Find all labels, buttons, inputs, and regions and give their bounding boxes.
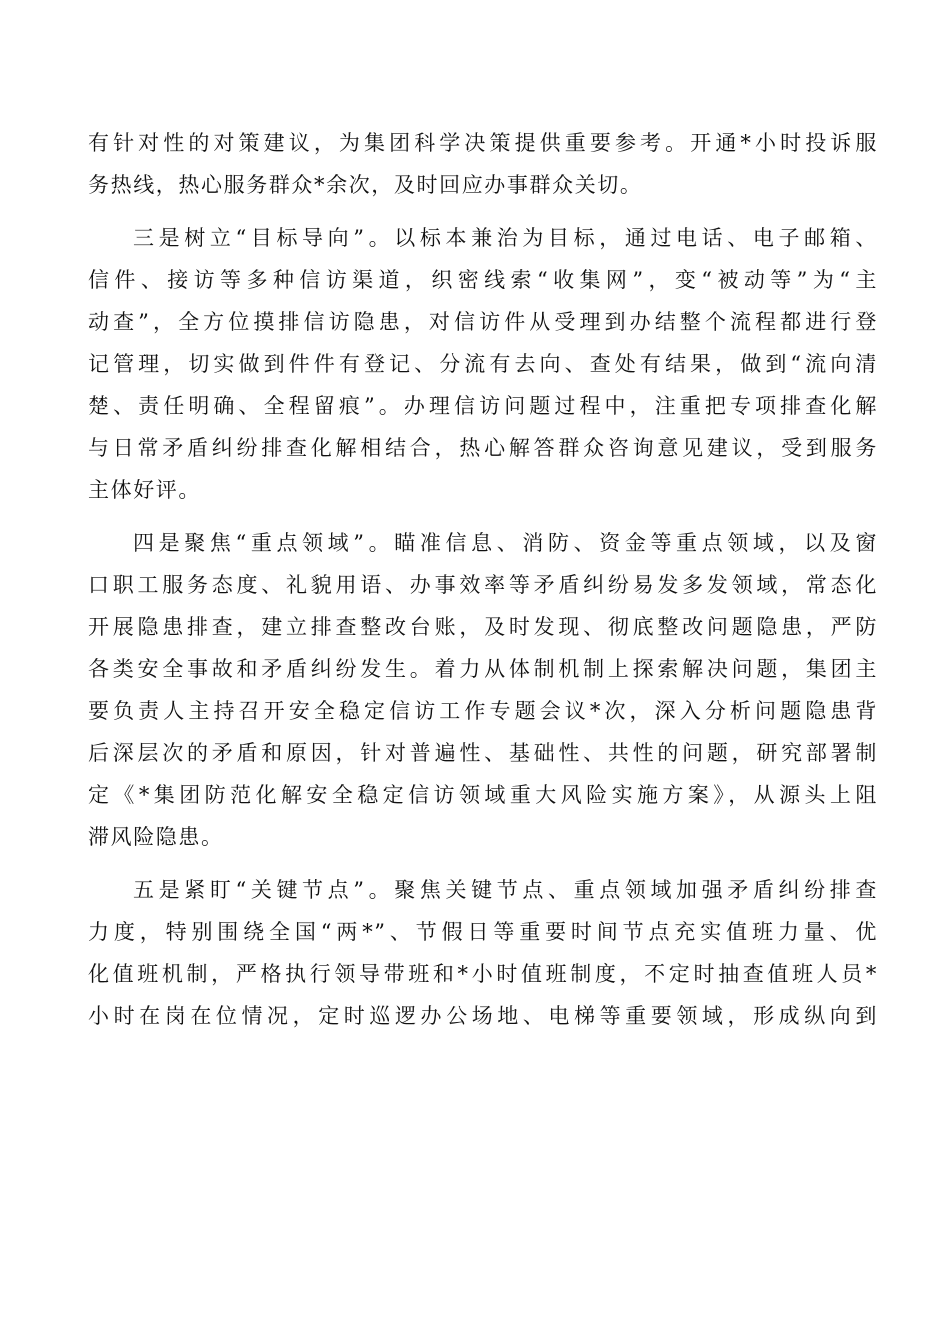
text-line: 后深层次的矛盾和原因，针对普遍性、基础性、共性的问题，研究部署制 bbox=[88, 741, 878, 765]
text-line: 化值班机制，严格执行领导带班和*小时值班制度，不定时抽查值班人员* bbox=[88, 962, 878, 986]
paragraph-target-orientation bbox=[88, 217, 878, 511]
text-line: 力度，特别围绕全国“两*”、节假日等重要时间节点充实值班力量、优 bbox=[88, 920, 878, 944]
text-line: 务热线，热心服务群众*余次，及时回应办事群众关切。 bbox=[88, 173, 643, 197]
document-body bbox=[88, 122, 878, 1048]
text-line: 口职工服务态度、礼貌用语、办事效率等矛盾纠纷易发多发领域，常态化 bbox=[88, 573, 878, 597]
paragraph-key-areas bbox=[88, 522, 878, 858]
text-line: 要负责人主持召开安全稳定信访工作专题会议*次，深入分析问题隐患背 bbox=[88, 699, 878, 723]
text-line: 各类安全事故和矛盾纠纷发生。着力从体制机制上探索解决问题，集团主 bbox=[88, 657, 878, 681]
text-line: 四是聚焦“重点领域”。瞄准信息、消防、资金等重点领域，以及窗 bbox=[133, 531, 878, 555]
text-line: 定《*集团防范化解安全稳定信访领域重大风险实施方案》，从源头上阻 bbox=[88, 783, 878, 807]
text-line: 记管理，切实做到件件有登记、分流有去向、查处有结果，做到“流向清 bbox=[88, 352, 878, 376]
text-line: 与日常矛盾纠纷排查化解相结合，热心解答群众咨询意见建议，受到服务 bbox=[88, 436, 878, 460]
text-line: 滞风险隐患。 bbox=[88, 825, 224, 849]
text-line: 五是紧盯“关键节点”。聚焦关键节点、重点领域加强矛盾纠纷排查 bbox=[133, 878, 878, 902]
paragraph-key-nodes bbox=[88, 869, 878, 1037]
text-line: 信件、接访等多种信访渠道，织密线索“收集网”，变“被动等”为“主 bbox=[88, 268, 878, 292]
text-line: 楚、责任明确、全程留痕”。办理信访问题过程中，注重把专项排查化解 bbox=[88, 394, 878, 418]
text-line: 有针对性的对策建议，为集团科学决策提供重要参考。开通*小时投诉服 bbox=[88, 131, 878, 155]
text-line: 小时在岗在位情况，定时巡逻办公场地、电梯等重要领域，形成纵向到 bbox=[88, 1004, 878, 1028]
text-line: 三是树立“目标导向”。以标本兼治为目标，通过电话、电子邮箱、 bbox=[133, 226, 878, 250]
paragraph-continuation bbox=[88, 122, 878, 206]
text-line: 动查”，全方位摸排信访隐患，对信访件从受理到办结整个流程都进行登 bbox=[88, 310, 878, 334]
text-line: 开展隐患排查，建立排查整改台账，及时发现、彻底整改问题隐患，严防 bbox=[88, 615, 878, 639]
text-line: 主体好评。 bbox=[88, 478, 201, 502]
